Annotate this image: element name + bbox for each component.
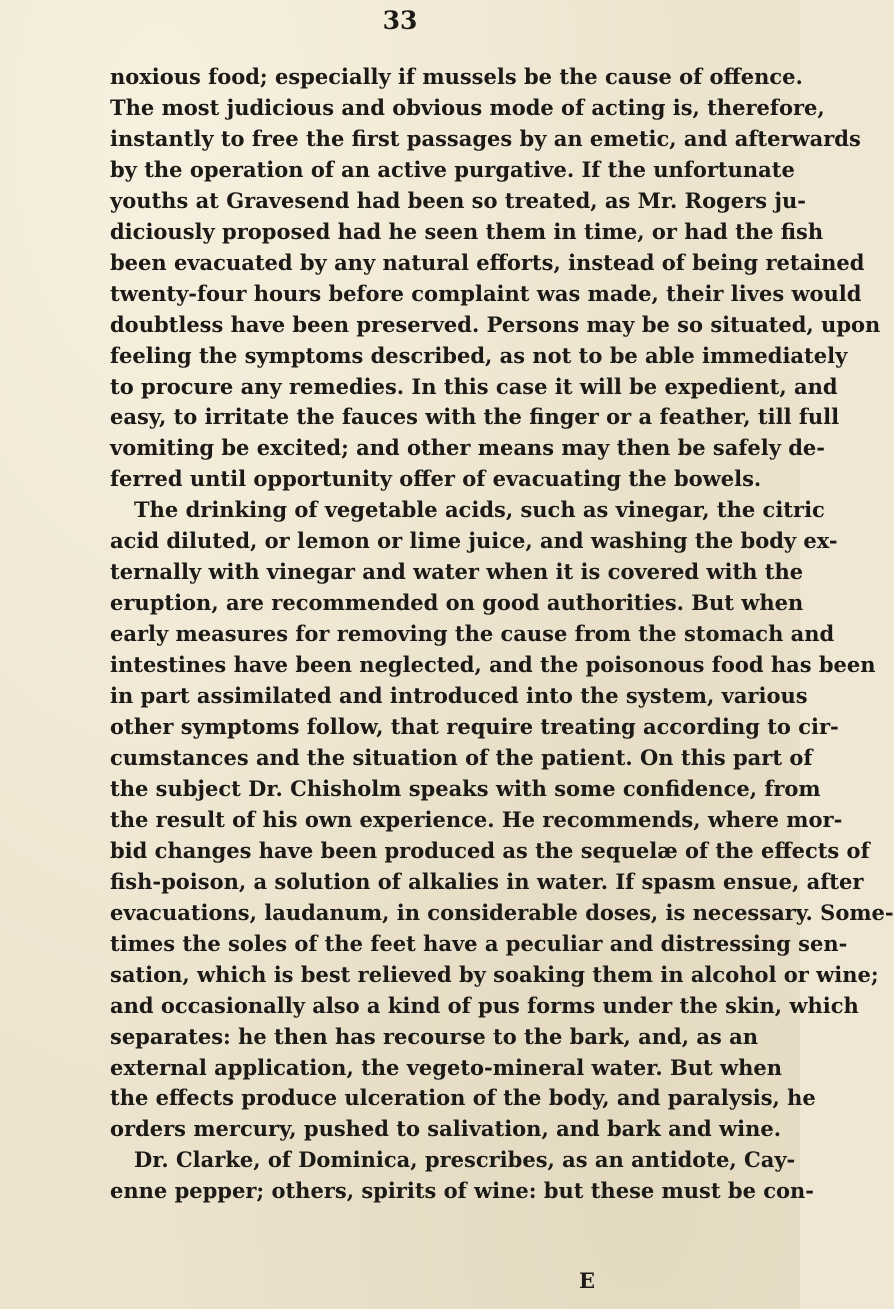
text-line: the subject Dr. Chisholm speaks with some confidence, from [110,775,821,801]
text-line: easy, to irritate the fauces with the finger or a feather, till full [110,404,840,430]
text-line: diciously proposed had he seen them in time, or had the fish [110,218,824,244]
text-line: twenty-four hours before complaint was made, their lives would [110,280,862,306]
text-line: The most judicious and obvious mode of acting is, therefore, [110,94,825,120]
text-line: fish-poison, a solution of alkalies in water. If spasm ensue, after [110,868,864,894]
text-line: instantly to free the first passages by an emetic, and afterwards [110,125,861,151]
text-line: sation, which is best relieved by soaking them in alcohol or wine; [110,961,879,987]
body-text [110,62,894,1207]
text-line: in part assimilated and introduced into the system, various [110,683,808,709]
text-line: times the soles of the feet have a peculiar and distressing sen- [110,930,848,956]
text-line: eruption, are recommended on good authorities. But when [110,590,804,616]
text-line: and occasionally also a kind of pus forms under the skin, which [110,992,859,1018]
text-line: vomiting be excited; and other means may then be safely de- [110,435,826,461]
text-line: feeling the symptoms described, as not to be able immediately [110,342,848,368]
text-line: the result of his own experience. He recommends, where mor- [110,806,843,832]
page-number: 33 [382,6,418,35]
text-line: enne pepper; others, spirits of wine: but these must be con- [110,1178,815,1204]
text-line: other symptoms follow, that require treating according to cir- [110,714,839,740]
text-line: ferred until opportunity offer of evacuating the bowels. [110,466,762,492]
text-line: orders mercury, pushed to salivation, and bark and wine. [110,1116,782,1142]
text-line: external application, the vegeto-mineral water. But when [110,1054,783,1080]
text-line: separates: he then has recourse to the bark, and, as an [110,1023,758,1049]
text-line: bid changes have been produced as the sequelæ of the effects of [110,837,870,863]
text-line: early measures for removing the cause from the stomach and [110,621,835,647]
text-line: the effects produce ulceration of the body, and paralysis, he [110,1085,816,1111]
text-line: ternally with vinegar and water when it is covered with the [110,559,804,585]
text-line: acid diluted, or lemon or lime juice, and washing the body ex- [110,528,838,554]
text-line: intestines have been neglected, and the poisonous food has been [110,652,876,678]
text-line: Dr. Clarke, of Dominica, prescribes, as an antidote, Cay- [134,1147,796,1173]
text-line: noxious food; especially if mussels be the cause of offence. [110,64,803,89]
text-line: been evacuated by any natural efforts, instead of being retained [110,249,865,275]
text-line: to procure any remedies. In this case it will be expedient, and [110,373,838,399]
text-line: by the operation of an active purgative. If the unfortunate [110,156,795,182]
text-line: youths at Gravesend had been so treated, as Mr. Rogers ju- [110,187,806,213]
text-line: evacuations, laudanum, in considerable doses, is necessary. Some- [110,899,894,925]
text-line: cumstances and the situation of the patient. On this part of [110,744,813,770]
text-line: doubtless have been preserved. Persons may be so situated, upon [110,311,881,337]
text-line: The drinking of vegetable acids, such as vinegar, the citric [134,497,825,523]
catchword: E [579,1268,596,1293]
